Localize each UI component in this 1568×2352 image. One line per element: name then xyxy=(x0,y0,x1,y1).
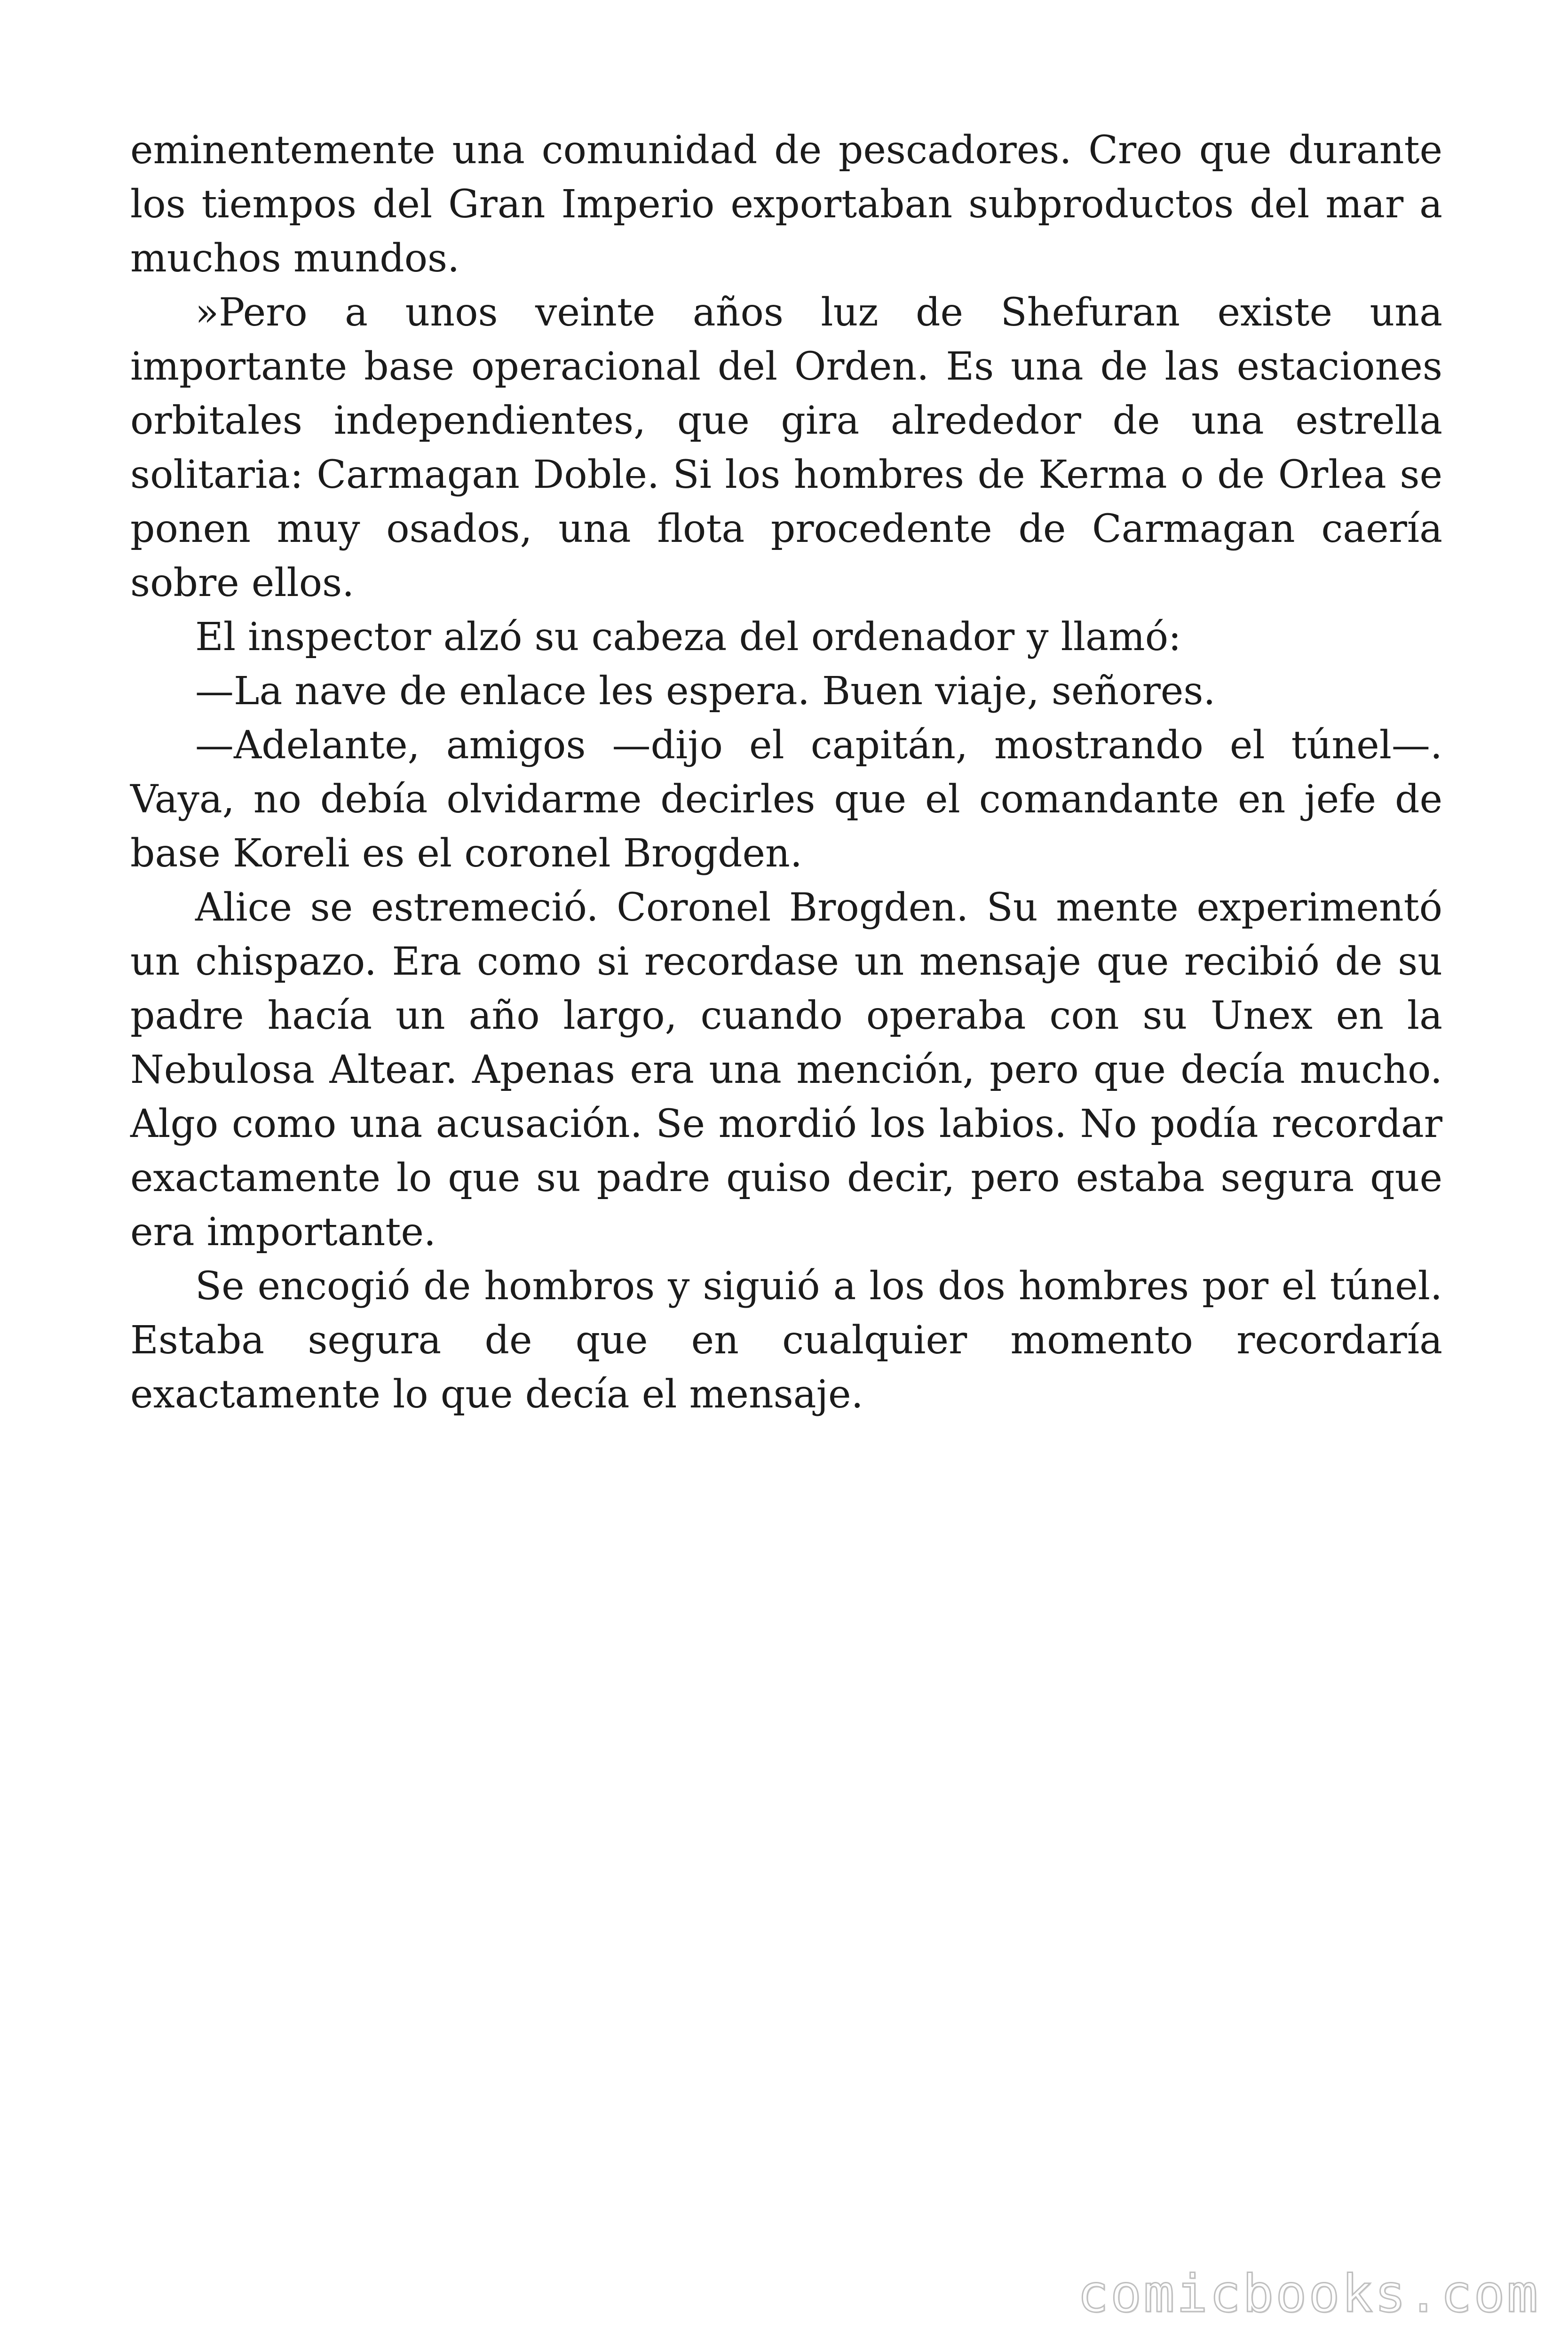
paragraph-2: »Pero a unos veinte años luz de Shefuran existe una importante base operacional del Orden. Es una de las estaciones orbitales independientes, que gira alrededor de una estrella solitaria: Carmagan Doble. Si los hombres de Kerma o de Orlea se ponen muy osados, una flota procedente de Carmagan caería sobre ellos. xyxy=(130,290,1442,605)
paragraph-5: —Adelante, amigos —dijo el capitán, mostrando el túnel—. Vaya, no debía olvidarme decirles que el comandante en jefe de base Koreli es el coronel Brogden. xyxy=(130,723,1442,876)
watermark: comicbooks.com xyxy=(1077,2264,1540,2324)
paragraph-6: Alice se estremeció. Coronel Brogden. Su mente experimentó un chispazo. Era como si recordase un mensaje que recibió de su padre hacía un año largo, cuando operaba con su Unex en la Nebulosa Altear. Apenas era una mención, pero que decía mucho. Algo como una acusación. Se mordió los labios. No podía recordar exactamente lo que su padre quiso decir, pero estaba segura que era importante. xyxy=(130,885,1442,1255)
paragraph-1: eminentemente una comunidad de pescadores. Creo que durante los tiempos del Gran Imperio exportaban subproductos del mar a muchos mundos. xyxy=(130,128,1442,281)
paragraph-4: —La nave de enlace les espera. Buen viaje, señores. xyxy=(195,669,1216,714)
body-text xyxy=(130,123,1442,1422)
paragraph-3: El inspector alzó su cabeza del ordenador y llamó: xyxy=(195,615,1181,660)
paragraph-7: Se encogió de hombros y siguió a los dos hombres por el túnel. Estaba segura de que en cualquier momento recordaría exactamente lo que decía el mensaje. xyxy=(130,1264,1442,1417)
